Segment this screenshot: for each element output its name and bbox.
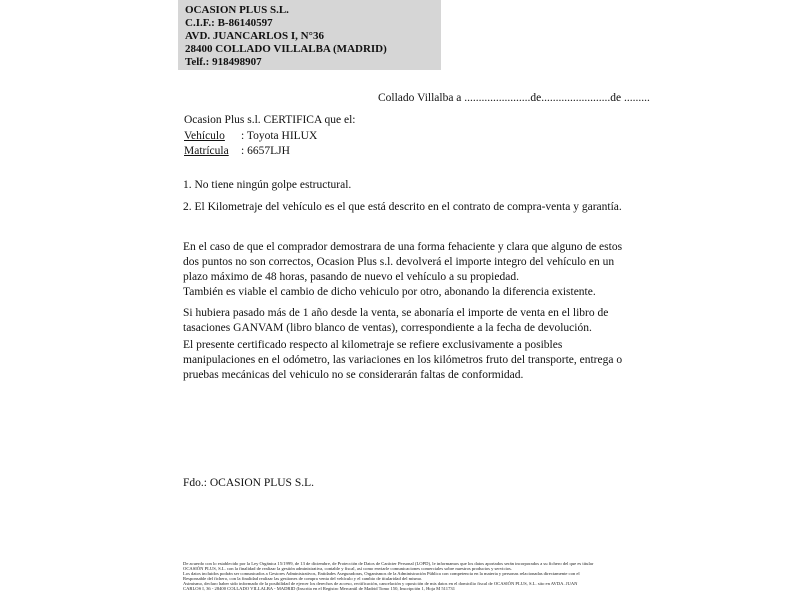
plate-value: : 6657LJH [241, 145, 290, 157]
legal-footer-line: Los datos incluidos podrán ser comunicados a Gestores Administrativos, Entidades Aseguradoras, Organismos de la Administración Pública con competencia en la materia y personas relacionadas directamente con el [183, 571, 580, 577]
paragraph-exchange-option: También es viable el cambio de dicho vehiculo por otro, abonando la diferencia existente. [183, 286, 596, 298]
company-name: OCASION PLUS S.L. [185, 4, 289, 16]
company-address: AVD. JUANCARLOS I, N°36 [185, 30, 324, 42]
vehicle-field [184, 130, 317, 142]
legal-footer-line: Responsable del fichero, con la finalidad realizar las gestiones de compra venta del vehículo y el cambio de titularidad del mismo. [183, 576, 423, 582]
vehicle-label: Vehículo [184, 130, 225, 142]
legal-footer-line: Asimismo, declaro haber sido informado de la posibilidad de ejercer los derechos de acceso, rectificación, cancelación y oposición de mis datos en el domicilio fiscal de OCASIÓN PLUS, S.L. sito en AVDA. JUAN [183, 581, 578, 587]
company-cif: C.I.F.: B-86140597 [185, 17, 273, 29]
company-city: 28400 COLLADO VILLALBA (MADRID) [185, 43, 387, 55]
date-line: Collado Villalba a .......................de........................de ......... [378, 92, 650, 104]
legal-footer-line: OCASIÓN PLUS, S.L. con la finalidad de realizar la gestión administrativa, contable y fiscal, así como enviarle comunicaciones comerciales sobre nuestros productos y servicios. [183, 566, 512, 572]
paragraph-refund-policy: En el caso de que el comprador demostrara de una forma fehaciente y clara que alguno de estos dos puntos no son correctos, Ocasion Plus s.l. devolverá el importe integro del vehículo en un plazo máximo de 48 horas, pasando de nuevo el vehículo a su propiedad. [183, 241, 623, 283]
certified-point-1: 1. No tiene ningún golpe estructural. [183, 179, 352, 191]
legal-footer [183, 561, 623, 592]
company-phone: Telf.: 918498907 [185, 56, 262, 68]
certificate-intro: Ocasion Plus s.l. CERTIFICA que el: [184, 114, 356, 126]
signature-line: Fdo.: OCASION PLUS S.L. [183, 477, 314, 489]
plate-field [184, 145, 290, 157]
vehicle-value: : Toyota HILUX [241, 130, 318, 142]
paragraph-ganvam-valuation: Si hubiera pasado más de 1 año desde la venta, se abonaría el importe de venta en el libro de tasaciones GANVAM (libro blanco de ventas), correspondiente a la fecha de devolución. [183, 307, 609, 334]
certified-point-2: 2. El Kilometraje del vehículo es el que está descrito en el contrato de compra-venta y garantía. [183, 201, 622, 213]
legal-footer-line: De acuerdo con lo establecido por la Ley Orgánica 15/1999, de 13 de diciembre, de Protección de Datos de Carácter Personal (LOPD), le informamos que los datos aportados serán incorporados a su fichero del que es titular [183, 561, 594, 566]
company-header-block [178, 0, 441, 70]
paragraph-odometer-disclaimer: El presente certificado respecto al kilometraje se refiere exclusivamente a posibles manipulaciones en el odómetro, las variaciones en los kilómetros fruto del transporte, entrega o pruebas mecánicas del vehiculo no se considerarán faltas de conformidad. [183, 339, 623, 381]
legal-footer-line: CARLOS I, 36 - 28400 COLLADO VILLALBA - MADRID (Inscrita en el Registro Mercantil de Madrid Tomo 150, Inscripción 1, Hoja M 511731 [183, 586, 455, 592]
plate-label: Matrícula [184, 145, 229, 157]
